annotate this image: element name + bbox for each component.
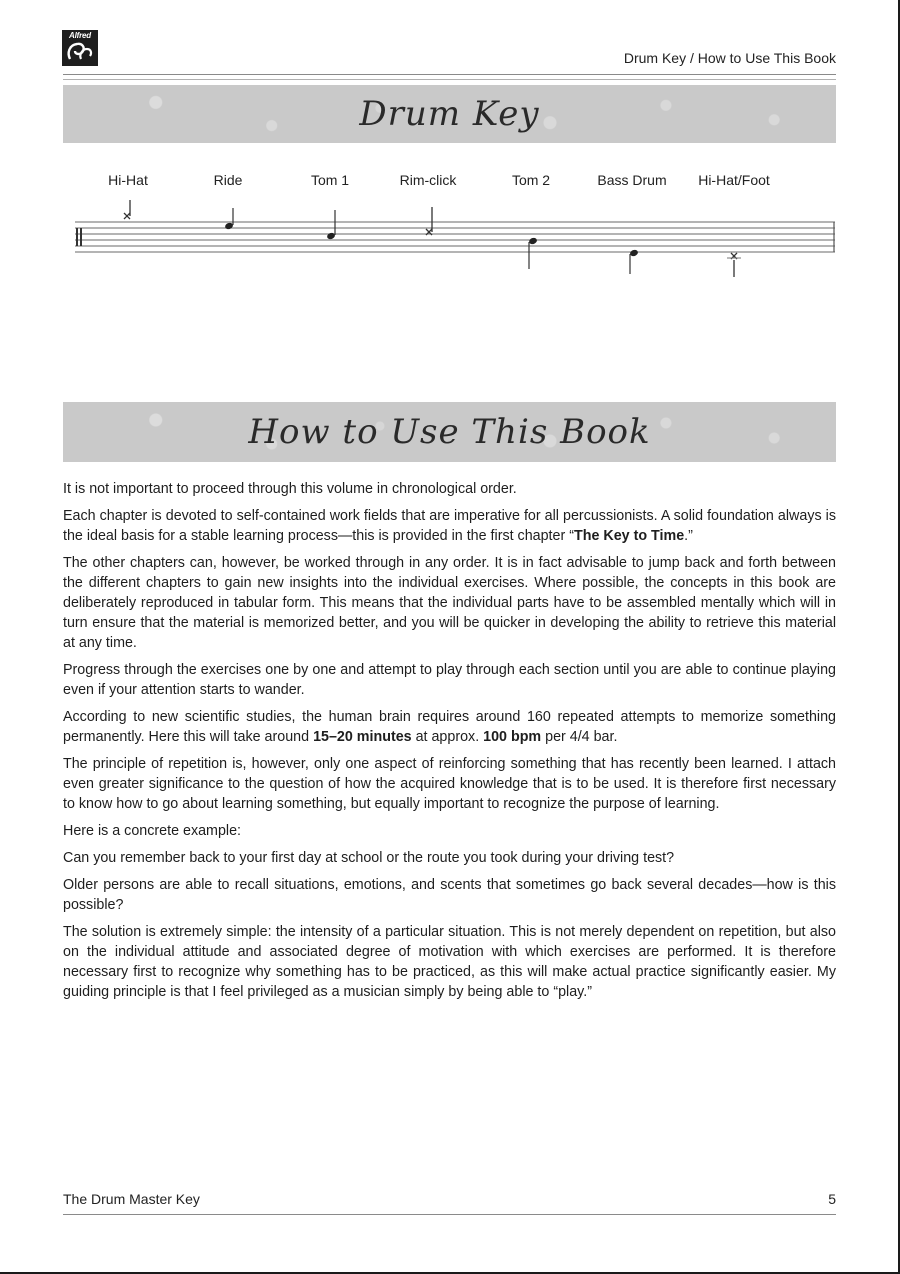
footer-page-number: 5 bbox=[828, 1191, 836, 1207]
drum-label-hi-hat: Hi-Hat bbox=[108, 172, 148, 188]
paragraph-4: Progress through the exercises one by one and attempt to play through each section until you are able to continue playing even if your attention starts to wander. bbox=[63, 662, 836, 698]
drum-label-hi-hat-foot: Hi-Hat/Foot bbox=[698, 172, 770, 188]
drum-label-tom-1: Tom 1 bbox=[310, 172, 350, 188]
paragraph-5-bold-minutes: 15–20 minutes bbox=[313, 729, 412, 745]
paragraph-5 bbox=[63, 707, 836, 747]
paragraph-2-tail: .” bbox=[684, 528, 693, 544]
paragraph-9: Older persons are able to recall situations, emotions, and scents that sometimes go back several decades—how is this possible? bbox=[63, 877, 836, 913]
hi-hat-foot-note bbox=[727, 253, 741, 277]
drum-key-title: Drum Key bbox=[359, 94, 540, 134]
paragraph-2-text: Each chapter is devoted to self-contained work fields that are imperative for all percussionists. A solid foundation always is the ideal basis for a stable learning process—this is provided in the first chapter “ bbox=[63, 508, 836, 544]
tom-2-note bbox=[528, 237, 538, 269]
paragraph-5-tail: per 4/4 bar. bbox=[541, 729, 618, 745]
header-rule bbox=[63, 74, 836, 75]
header-rule-secondary bbox=[63, 79, 836, 80]
drum-label-rim-click: Rim-click bbox=[399, 172, 457, 188]
percussion-clef-icon bbox=[76, 228, 82, 246]
staff-lines bbox=[75, 222, 835, 252]
paragraph-5-mid: at approx. bbox=[411, 729, 484, 745]
ride-note bbox=[224, 208, 234, 230]
paragraph-2-bold: The Key to Time bbox=[573, 528, 685, 544]
paragraph-6: The principle of repetition is, however, only one aspect of reinforcing something that has recently been learned. I attach even greater significance to the question of how the acquired knowledge that is to be used. It is therefore first necessary to know how to go about learning something, but equally important to recognize the purpose of learning. bbox=[63, 756, 836, 812]
publisher-logo-mark-icon bbox=[66, 41, 94, 63]
header-section-title: Drum Key / How to Use This Book bbox=[623, 50, 836, 66]
bass-drum-note bbox=[629, 249, 639, 274]
hi-hat-note bbox=[124, 200, 130, 219]
how-to-banner bbox=[63, 402, 836, 462]
drum-key-banner bbox=[63, 85, 836, 143]
body-text bbox=[63, 479, 836, 1009]
publisher-logo bbox=[62, 30, 98, 66]
paragraph-7: Here is a concrete example: bbox=[63, 823, 241, 839]
how-to-title: How to Use This Book bbox=[248, 412, 651, 452]
drum-label-ride: Ride bbox=[213, 172, 243, 188]
logo-text: Alfred bbox=[69, 31, 91, 40]
drum-label-bass-drum: Bass Drum bbox=[597, 172, 667, 188]
paragraph-3: The other chapters can, however, be worked through in any order. It is in fact advisable to jump back and forth between the different chapters to gain new insights into the individual exercises. Where possible, the concepts in this book are deliberately reproduced in tabular form. This means that the individual parts have to be assembled mentally which will in turn ensure that the material is memorized better, and you will be quicker in developing the ability to retrieve this material at any time. bbox=[63, 555, 836, 651]
paragraph-5-text: According to new scientific studies, the human brain requires around 160 repeated attempts to memorize something permanently. Here this will take around bbox=[63, 709, 836, 745]
paragraph-5-bold-bpm: 100 bpm bbox=[483, 729, 542, 745]
drum-label-tom-2: Tom 2 bbox=[511, 172, 551, 188]
tom-1-note bbox=[326, 210, 336, 240]
footer-rule bbox=[63, 1214, 836, 1215]
paragraph-8: Can you remember back to your first day at school or the route you took during your driving test? bbox=[63, 850, 675, 866]
drum-notation-staff bbox=[63, 200, 838, 282]
paragraph-2 bbox=[63, 506, 836, 546]
paragraph-1: It is not important to proceed through this volume in chronological order. bbox=[63, 481, 517, 497]
rim-click-note bbox=[426, 207, 432, 235]
paragraph-10: The solution is extremely simple: the intensity of a particular situation. This is not merely dependent on repetition, but also on the individual attitude and associated degree of motivation with which exercises are performed. It is therefore necessary first to recognize why something has to be practiced, as this will make actual practice significantly easier. My guiding principle is that I feel privileged as a musician simply by being able to “play.” bbox=[63, 924, 836, 1000]
footer-book-title: The Drum Master Key bbox=[63, 1191, 200, 1207]
